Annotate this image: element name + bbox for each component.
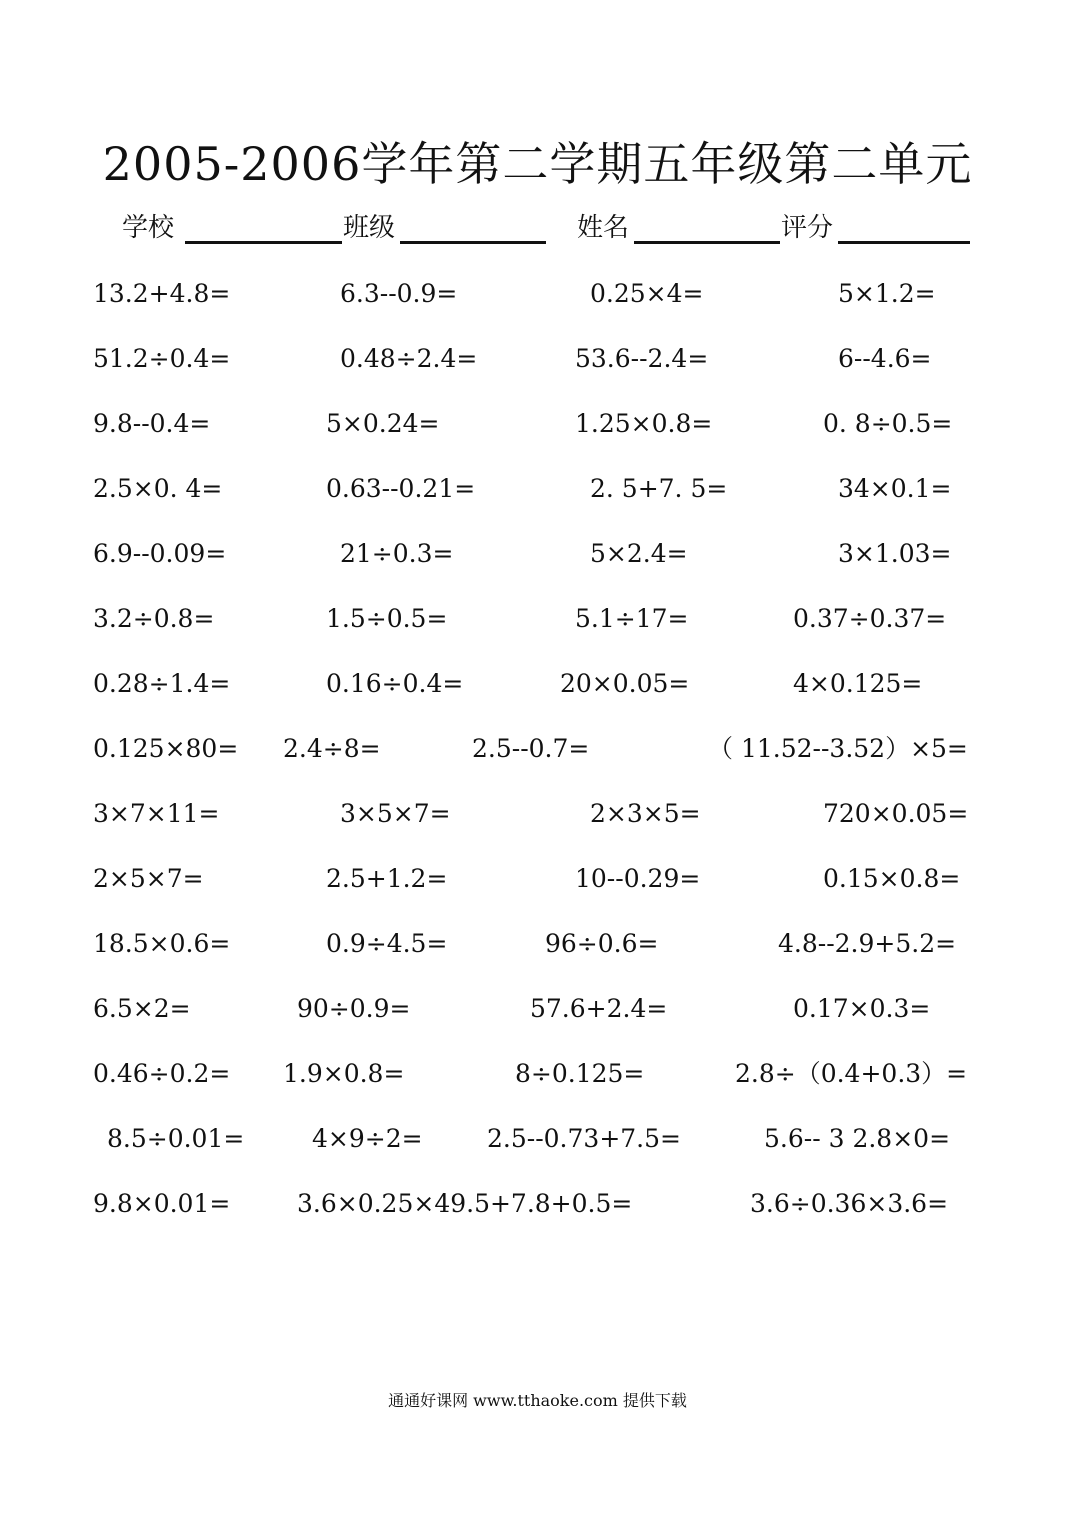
math-problem: 8÷0.125= xyxy=(515,1059,645,1088)
math-problem: 3.6×0.25×49.5+7.8+0.5= xyxy=(297,1189,633,1218)
math-problem: 0.63--0.21= xyxy=(326,474,476,503)
math-problem: 2.5--0.7= xyxy=(472,734,590,763)
math-problem: 2.5--0.73+7.5= xyxy=(487,1124,681,1153)
math-problem: 96÷0.6= xyxy=(545,929,659,958)
math-problem: 2×3×5= xyxy=(590,799,701,828)
math-problem: 5.1÷17= xyxy=(575,604,689,633)
school-label: 学校 xyxy=(122,213,175,243)
math-problem: 18.5×0.6= xyxy=(93,929,231,958)
math-problem: 2×5×7= xyxy=(93,864,204,893)
math-problem: 57.6+2.4= xyxy=(530,994,668,1023)
math-problem: 21÷0.3= xyxy=(340,539,454,568)
math-problem: 2.5+1.2= xyxy=(326,864,448,893)
math-problem: 0.16÷0.4= xyxy=(326,669,464,698)
math-problem: 0.25×4= xyxy=(590,279,704,308)
page-title: 2005-2006学年第二学期五年级第二单元 xyxy=(102,137,973,191)
math-problem: 10--0.29= xyxy=(575,864,701,893)
math-problem: 0. 8÷0.5= xyxy=(823,409,953,438)
math-problem: 3.2÷0.8= xyxy=(93,604,215,633)
math-problem: 9.8--0.4= xyxy=(93,409,211,438)
math-problem: 2. 5+7. 5= xyxy=(590,474,728,503)
math-problem: 1.9×0.8= xyxy=(283,1059,405,1088)
math-problem: 1.25×0.8= xyxy=(575,409,713,438)
math-problem: 3×7×11= xyxy=(93,799,220,828)
math-problem: 3.6÷0.36×3.6= xyxy=(750,1189,949,1218)
math-problem: 5.6-- 3 2.8×0= xyxy=(764,1124,951,1153)
footer-text: 通通好课网 www.tthaoke.com 提供下载 xyxy=(388,1391,687,1410)
math-problem: 0.17×0.3= xyxy=(793,994,931,1023)
math-problem: 20×0.05= xyxy=(560,669,690,698)
math-problem: 4×9÷2= xyxy=(312,1124,423,1153)
class-label: 班级 xyxy=(343,213,396,243)
math-problem: 6--4.6= xyxy=(838,344,932,373)
math-problem: 3×5×7= xyxy=(340,799,451,828)
math-problem: 0.9÷4.5= xyxy=(326,929,448,958)
math-problem: 51.2÷0.4= xyxy=(93,344,231,373)
math-problem: 0.125×80= xyxy=(93,734,239,763)
math-problem: 0.46÷0.2= xyxy=(93,1059,231,1088)
math-problem: 5×2.4= xyxy=(590,539,688,568)
score-label: 评分 xyxy=(781,213,834,243)
math-problem: 8.5÷0.01= xyxy=(107,1124,245,1153)
math-problem: 0.15×0.8= xyxy=(823,864,961,893)
math-problem: 53.6--2.4= xyxy=(575,344,709,373)
math-problem: （ 11.52--3.52）×5= xyxy=(708,734,968,763)
math-problem: 34×0.1= xyxy=(838,474,952,503)
math-problem: 9.8×0.01= xyxy=(93,1189,231,1218)
math-problem: 90÷0.9= xyxy=(297,994,411,1023)
math-problem: 4×0.125= xyxy=(793,669,923,698)
math-problem: 13.2+4.8= xyxy=(93,279,231,308)
math-problem: 0.48÷2.4= xyxy=(340,344,478,373)
math-problem: 6.9--0.09= xyxy=(93,539,227,568)
math-problem: 5×1.2= xyxy=(838,279,936,308)
name-blank-line xyxy=(634,241,780,244)
math-problem: 2.8÷（0.4+0.3）= xyxy=(735,1059,968,1088)
math-problem: 2.4÷8= xyxy=(283,734,381,763)
school-blank-line xyxy=(185,241,342,244)
math-problem: 0.37÷0.37= xyxy=(793,604,947,633)
math-problem: 2.5×0. 4= xyxy=(93,474,223,503)
score-blank-line xyxy=(838,241,970,244)
math-problem: 6.5×2= xyxy=(93,994,191,1023)
name-label: 姓名 xyxy=(577,213,630,243)
math-problem: 5×0.24= xyxy=(326,409,440,438)
math-problem: 3×1.03= xyxy=(838,539,952,568)
math-problem: 0.28÷1.4= xyxy=(93,669,231,698)
math-problem: 6.3--0.9= xyxy=(340,279,458,308)
math-problem: 720×0.05= xyxy=(823,799,969,828)
math-problem: 4.8--2.9+5.2= xyxy=(778,929,957,958)
math-problem: 1.5÷0.5= xyxy=(326,604,448,633)
class-blank-line xyxy=(400,241,546,244)
